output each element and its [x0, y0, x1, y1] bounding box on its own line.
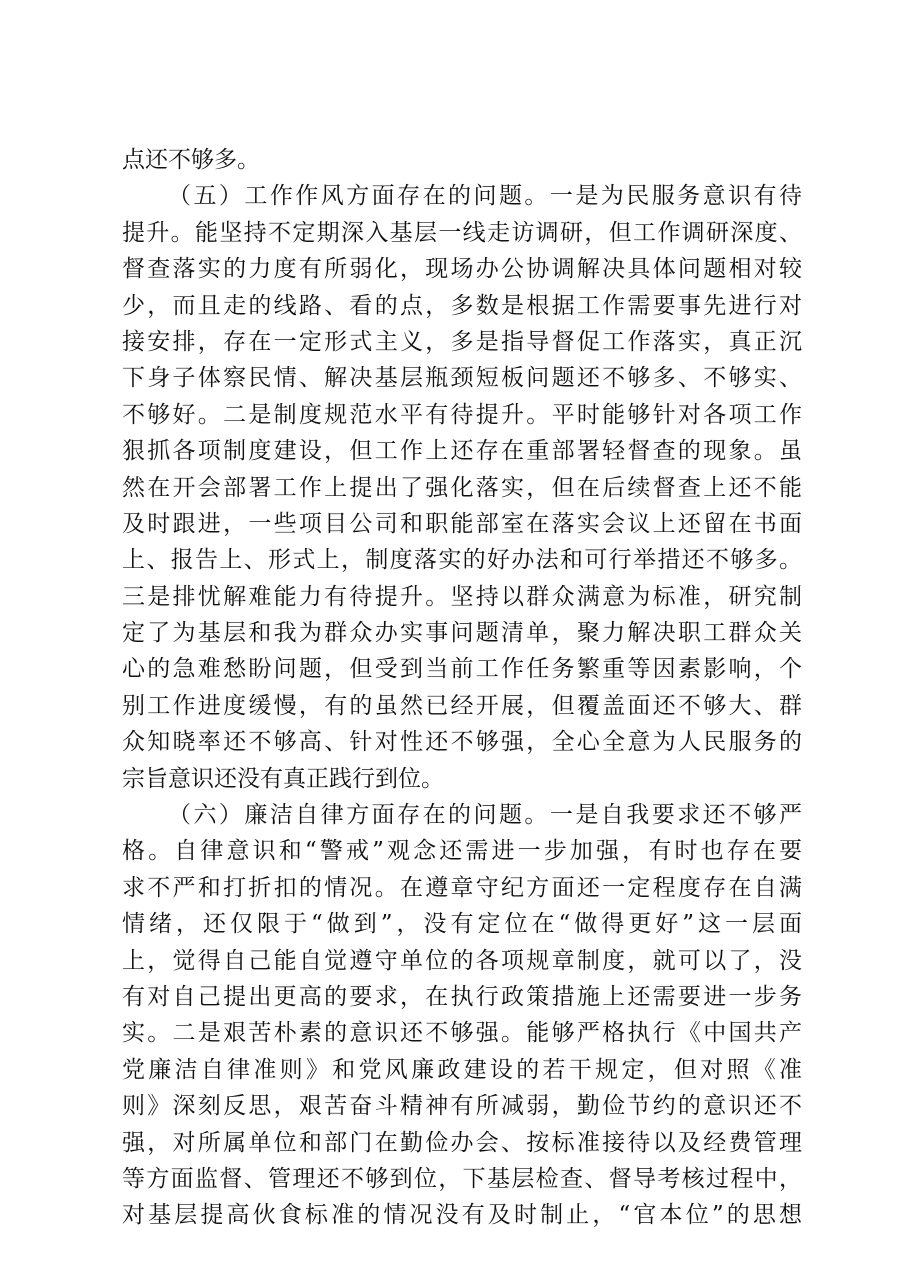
- text-line: 下身子体察民情、解决基层瓶颈短板问题还不够多、不够实、: [122, 365, 802, 392]
- text-line: 等方面监督、管理还不够到位，下基层检查、督导考核过程中，: [122, 1165, 802, 1192]
- text-line: 有对自己提出更高的要求，在执行政策措施上还需要进一步务: [122, 983, 802, 1010]
- text-line: 心的急难愁盼问题，但受到当前工作任务繁重等因素影响，个: [122, 656, 802, 683]
- text-line: 三是排忧解难能力有待提升。坚持以群众满意为标准，研究制: [122, 583, 802, 610]
- text-line: 定了为基层和我为群众办实事问题清单，聚力解决职工群众关: [122, 620, 802, 647]
- text-line: 宗旨意识还没有真正践行到位。: [122, 765, 444, 792]
- text-line: 党廉洁自律准则》和党风廉政建设的若干规定，但对照《准: [122, 1056, 802, 1083]
- text-line: （六）廉洁自律方面存在的问题。一是自我要求还不够严: [168, 802, 802, 829]
- text-line: 实。二是艰苦朴素的意识还不够强。能够严格执行《中国共产: [122, 1020, 802, 1047]
- text-line: 众知晓率还不够高、针对性还不够强，全心全意为人民服务的: [122, 729, 802, 756]
- text-line: 接安排，存在一定形式主义，多是指导督促工作落实，真正沉: [122, 328, 802, 355]
- text-line: 然在开会部署工作上提出了强化落实，但在后续督查上还不能: [122, 474, 802, 501]
- text-line: 点还不够多。: [122, 147, 260, 173]
- text-line: 上、报告上、形式上，制度落实的好办法和可行举措还不够多。: [122, 547, 802, 574]
- text-line: 上，觉得自己能自觉遵守单位的各项规章制度，就可以了，没: [122, 947, 802, 974]
- text-line: 对基层提高伙食标准的情况没有及时制止，“官本位”的思想: [122, 1202, 802, 1229]
- text-line: 不够好。二是制度规范水平有待提升。平时能够针对各项工作: [122, 401, 802, 428]
- text-line: 强，对所属单位和部门在勤俭办会、按标准接待以及经费管理: [122, 1129, 802, 1156]
- text-line: 及时跟进，一些项目公司和职能部室在落实会议上还留在书面: [122, 510, 802, 537]
- text-line: 情绪，还仅限于“做到”，没有定位在“做得更好”这一层面: [122, 911, 802, 938]
- text-line: 别工作进度缓慢，有的虽然已经开展，但覆盖面还不够大、群: [122, 692, 802, 719]
- text-line: 狠抓各项制度建设，但工作上还存在重部署轻督查的现象。虽: [122, 438, 802, 465]
- text-line: 督查落实的力度有所弱化，现场办公协调解决具体问题相对较: [122, 256, 802, 283]
- text-line: 格。自律意识和“警戒”观念还需进一步加强，有时也存在要: [122, 838, 802, 865]
- document-body: [122, 142, 802, 1234]
- text-line: 少，而且走的线路、看的点，多数是根据工作需要事先进行对: [122, 292, 802, 319]
- text-line: 求不严和打折扣的情况。在遵章守纪方面还一定程度存在自满: [122, 874, 802, 901]
- text-line: （五）工作作风方面存在的问题。一是为民服务意识有待: [168, 183, 802, 210]
- text-line: 提升。能坚持不定期深入基层一线走访调研，但工作调研深度、: [122, 219, 802, 246]
- text-line: 则》深刻反思，艰苦奋斗精神有所减弱，勤俭节约的意识还不: [122, 1093, 802, 1120]
